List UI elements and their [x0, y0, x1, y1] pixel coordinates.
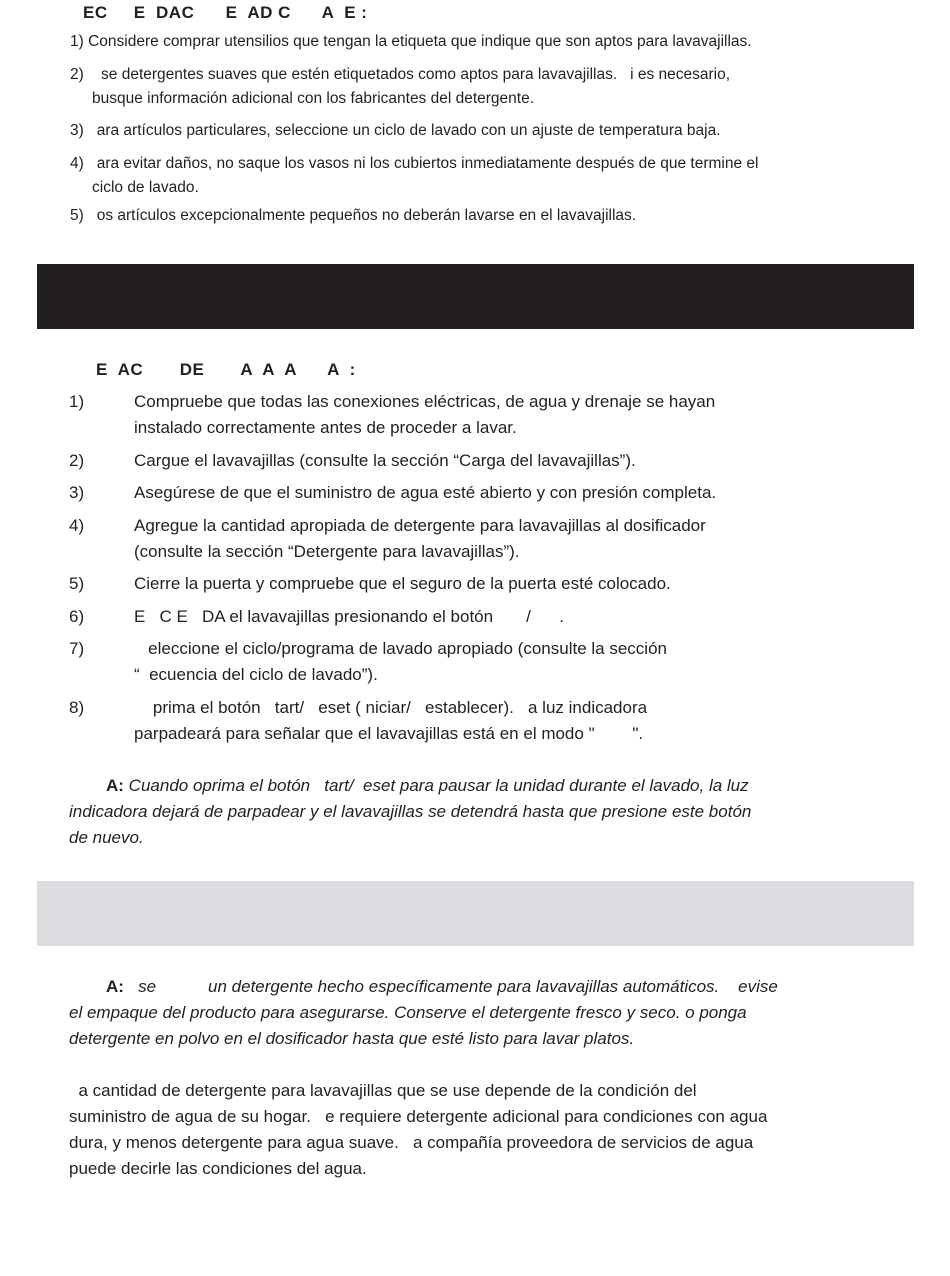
detergent-paragraph	[69, 1078, 899, 1182]
paragraph-line: dura, y menos detergente para agua suave. a compañía proveedora de servicios de agua	[69, 1133, 754, 1152]
item-text: Asegúrese de que el suministro de agua esté abierto y con presión completa.	[134, 483, 717, 502]
item-number: 2)	[70, 66, 84, 83]
item-text: Compruebe que todas las conexiones eléctricas, de agua y drenaje se hayan instalado correctamente antes de proceder a lavar.	[134, 392, 716, 437]
item-text: os artículos excepcionalmente pequeños no deberán lavarse en el lavavajillas.	[88, 207, 637, 224]
item-text: ara artículos particulares, seleccione un ciclo de lavado con un ajuste de temperatura baja.	[88, 122, 721, 139]
section-banner-dark	[37, 264, 914, 329]
item-text: se detergentes suaves que estén etiquetados como aptos para lavavajillas. i es necesario,	[88, 66, 731, 83]
list-item	[70, 30, 890, 54]
note-text-cont: de nuevo.	[69, 828, 144, 847]
detergent-note	[69, 974, 899, 1052]
item-number: 1)	[69, 392, 85, 411]
item-text-cont: ciclo de lavado.	[92, 179, 199, 196]
item-text: Cargue el lavavajillas (consulte la sección “Carga del lavavajillas”).	[134, 451, 636, 470]
list-item	[70, 204, 890, 228]
list-item	[70, 119, 890, 143]
list-item	[70, 63, 890, 111]
item-text-cont: busque información adicional con los fabricantes del detergente.	[92, 90, 535, 107]
note-text: Cuando oprima el botón tart/ eset para pausar la unidad durante el lavado, la luz	[123, 776, 749, 795]
note-text-cont: detergente en polvo en el dosificador hasta que esté listo para lavar platos.	[69, 1029, 635, 1048]
note-label: A:	[106, 776, 124, 795]
item-text: Cierre la puerta y compruebe que el seguro de la puerta esté colocado.	[134, 574, 671, 593]
paragraph-line: puede decirle las condiciones del agua.	[69, 1159, 367, 1178]
item-text: E C E DA el lavavajillas presionando el botón / .	[134, 607, 564, 626]
note-label: A:	[106, 977, 124, 996]
item-number: 7)	[69, 639, 85, 658]
list-item	[70, 152, 890, 200]
section-banner-light	[37, 881, 914, 946]
paragraph-line: a cantidad de detergente para lavavajillas que se use depende de la condición del	[69, 1081, 697, 1100]
note-text: se un detergente hecho específicamente para lavavajillas automáticos. evise	[123, 977, 778, 996]
note-text-cont: indicadora dejará de parpadear y el lavavajillas se detendrá hasta que presione este botón	[69, 802, 752, 821]
item-number: 1)	[70, 33, 84, 50]
item-number: 3)	[69, 483, 85, 502]
item-number: 2)	[69, 451, 85, 470]
item-text: Considere comprar utensilios que tengan la etiqueta que indique que son aptos para lavavajillas.	[88, 33, 752, 50]
pause-note	[69, 773, 899, 851]
item-text: prima el botón tart/ eset ( niciar/ establecer). a luz indicadora parpadeará para señalar que el lavavajillas está en el modo " ".	[134, 698, 648, 743]
item-number: 3)	[70, 122, 84, 139]
section2-heading: E AC DE A A A A :	[96, 360, 356, 379]
item-number: 5)	[69, 574, 85, 593]
item-text: Agregue la cantidad apropiada de detergente para lavavajillas al dosificador (consulte la sección “Detergente para lavavajillas”).	[134, 516, 706, 561]
paragraph-line: suministro de agua de su hogar. e requiere detergente adicional para condiciones con agua	[69, 1107, 768, 1126]
item-text: eleccione el ciclo/programa de lavado apropiado (consulte la sección “ ecuencia del ciclo de lavado”).	[134, 639, 667, 684]
section1-heading: EC E DAC E AD C A E :	[83, 3, 368, 22]
item-text: ara evitar daños, no saque los vasos ni los cubiertos inmediatamente después de que termine el	[88, 155, 759, 172]
item-number: 4)	[70, 155, 84, 172]
item-number: 4)	[69, 516, 85, 535]
item-number: 6)	[69, 607, 85, 626]
item-number: 8)	[69, 698, 85, 717]
note-text-cont: el empaque del producto para asegurarse. Conserve el detergente fresco y seco. o ponga	[69, 1003, 747, 1022]
item-number: 5)	[70, 207, 84, 224]
